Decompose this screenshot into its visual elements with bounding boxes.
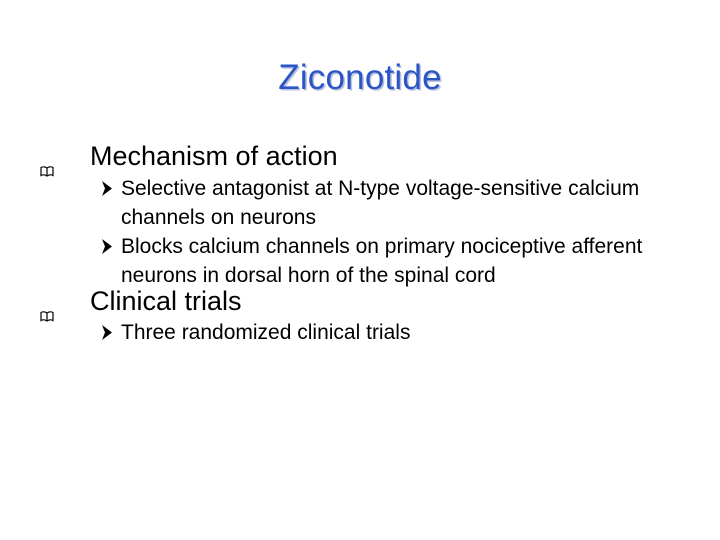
arrowhead-icon — [100, 232, 114, 270]
open-book-icon — [40, 152, 54, 163]
sub-bullet-blocks-calcium-channels — [100, 232, 700, 290]
bullet-label: Mechanism of action — [90, 141, 338, 171]
slide-title: Ziconotide — [278, 58, 442, 97]
arrowhead-icon — [100, 318, 114, 356]
open-book-icon — [40, 297, 54, 308]
sub-bullet-text: Three randomized clinical trials — [121, 321, 411, 344]
bullet-label: Clinical trials — [90, 286, 242, 316]
arrowhead-icon — [100, 174, 114, 212]
sub-bullet-text: Selective antagonist at N-type voltage-sensitive calcium channels on neurons — [121, 177, 640, 229]
sub-bullet-selective-antagonist — [100, 174, 700, 232]
sub-bullet-three-randomized-trials — [100, 318, 700, 347]
sub-bullet-text: Blocks calcium channels on primary nociceptive afferent neurons in dorsal horn of the spinal cord — [121, 235, 643, 287]
